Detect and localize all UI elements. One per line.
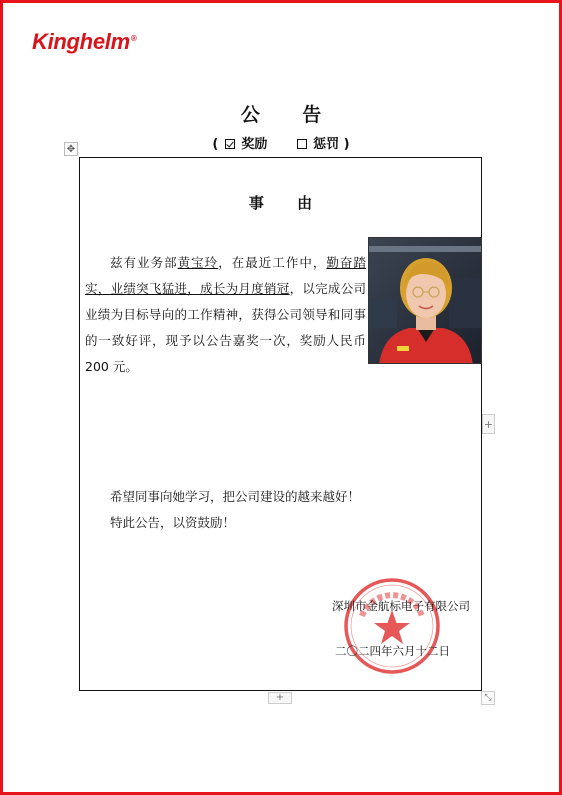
achievement-text: 勤奋踏实，业绩突飞猛进，成长为月度销冠 <box>85 255 366 296</box>
notice-title: 公 告 <box>240 104 340 126</box>
table-move-icon[interactable]: ✥ <box>64 142 78 156</box>
add-column-button[interactable]: + <box>482 414 495 434</box>
notice-table <box>79 157 482 691</box>
add-row-button[interactable]: + <box>268 692 292 704</box>
notice-date: 二〇二四年六月十二日 <box>335 644 450 658</box>
notice-body: 兹有业务部黄宝玲，在最近工作中，勤奋踏实，业绩突飞猛进，成长为月度销冠，以完成公司业绩为目标导向的工作精神，获得公司领导和同事的一致好评，现予以公告嘉奖一次，奖励人民币 200 元。 <box>85 255 366 374</box>
reward-label: 奖励 <box>241 137 268 152</box>
closing-line: 特此公告，以资鼓励！ <box>110 515 236 530</box>
penalty-checkbox[interactable] <box>297 139 307 149</box>
kinghelm-logo: Kinghelm® <box>32 29 137 54</box>
employee-name: 黄宝玲 <box>177 255 219 270</box>
reward-checkbox[interactable] <box>225 139 235 149</box>
reason-heading: 事 由 <box>248 194 327 212</box>
wish-line: 希望同事向她学习，把公司建设的越来越好！ <box>110 489 361 504</box>
company-seal-icon <box>342 576 442 676</box>
closing-lines <box>110 484 470 536</box>
penalty-label: 惩罚 <box>313 137 340 152</box>
table-resize-icon[interactable]: ⤡ <box>481 691 495 705</box>
notice-type-options: ( 奖励 惩罚 ) <box>212 137 350 152</box>
employee-photo <box>368 237 482 364</box>
company-name: 深圳市金航标电子有限公司 <box>332 599 470 613</box>
